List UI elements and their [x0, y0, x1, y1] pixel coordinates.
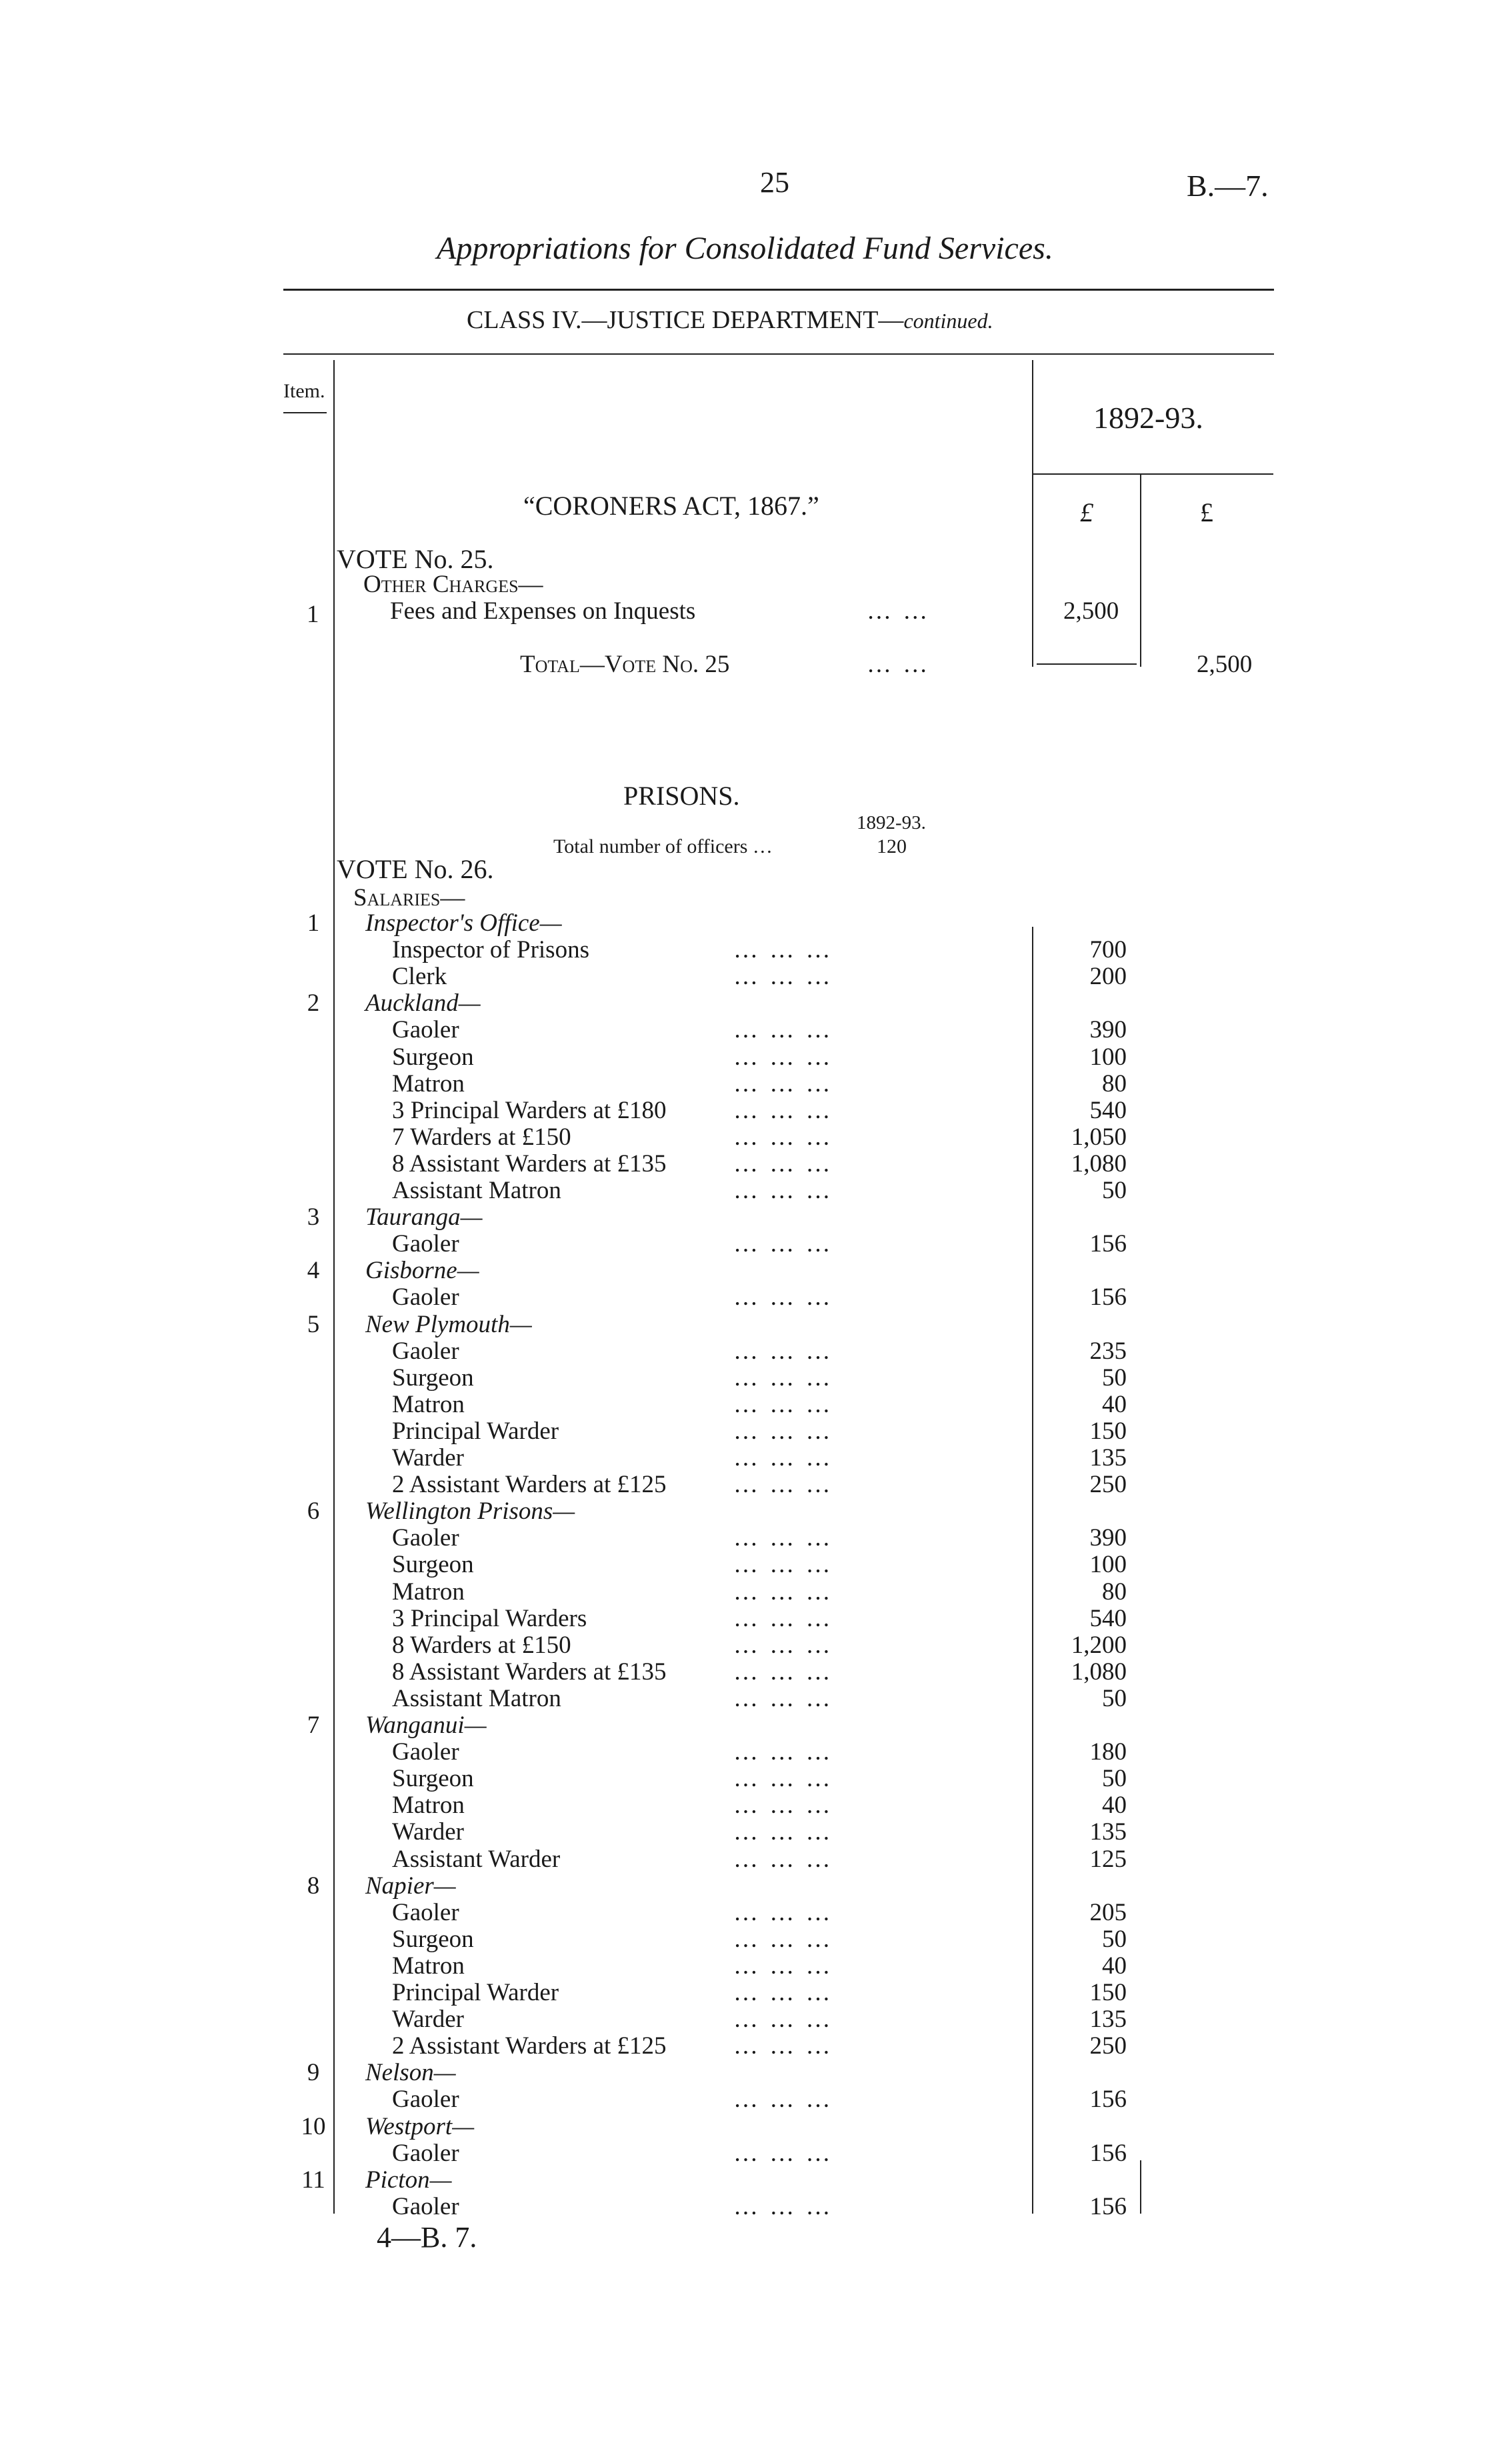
officers-count: 120: [877, 835, 907, 857]
amount-cell: 156: [1089, 2140, 1127, 2167]
item-number: 4: [307, 1257, 320, 1284]
item-number: 6: [307, 1498, 320, 1525]
dot-leader: … … …: [733, 936, 833, 963]
amount-cell: 40: [1102, 1391, 1127, 1418]
amount-cell: 100: [1089, 1551, 1127, 1578]
position-label: Assistant Matron: [392, 1177, 561, 1204]
dot-leader: … … …: [733, 1284, 833, 1311]
class-heading-continued: continued.: [903, 309, 993, 333]
coroners-total-label: Total—Vote No. 25: [520, 651, 730, 678]
amount-cell: 125: [1089, 1846, 1127, 1873]
position-label: Assistant Matron: [392, 1685, 561, 1712]
table-row: [0, 1819, 1512, 1846]
table-row: [0, 1606, 1512, 1632]
dot-leader: … … …: [733, 1658, 833, 1686]
prison-location-row: [0, 1873, 1512, 1900]
table-row: [0, 1472, 1512, 1498]
table-row: [0, 2006, 1512, 2033]
amount-cell: 40: [1102, 1952, 1127, 1980]
coroners-item-leader: … …: [867, 597, 931, 625]
location-heading: Inspector's Office—: [365, 909, 562, 937]
position-label: Surgeon: [392, 1765, 474, 1792]
position-label: Matron: [392, 1391, 465, 1418]
dot-leader: … … …: [733, 1230, 833, 1258]
amount-cell: 135: [1089, 1444, 1127, 1472]
page-title: Appropriations for Consolidated Fund Services.: [437, 231, 1053, 266]
amount-cell: 156: [1089, 2086, 1127, 2113]
position-label: Gaoler: [392, 1016, 459, 1043]
year-column-header: 1892-93.: [1093, 401, 1203, 435]
prison-location-row: [0, 2114, 1512, 2140]
item-number: 1: [307, 909, 320, 937]
item-number: 10: [301, 2113, 326, 2140]
amount-cell: 250: [1089, 2032, 1127, 2060]
amount-cell: 100: [1089, 1043, 1127, 1071]
item-number: 11: [301, 2166, 325, 2194]
dot-leader: … … …: [733, 1524, 833, 1552]
table-row: [0, 1632, 1512, 1659]
location-heading: Gisborne—: [365, 1257, 479, 1284]
table-row: [0, 963, 1512, 990]
location-heading: Wellington Prisons—: [365, 1498, 575, 1525]
document-reference: B.—7.: [1187, 169, 1269, 203]
table-row: [0, 2033, 1512, 2060]
table-row: [0, 2086, 1512, 2113]
amount-cell: 50: [1102, 1765, 1127, 1792]
prisons-heading: PRISONS.: [623, 781, 740, 811]
amount-cell: 50: [1102, 1177, 1127, 1204]
item-column-header: Item.: [283, 380, 325, 402]
location-heading: Auckland—: [365, 989, 481, 1017]
table-row: [0, 1926, 1512, 1953]
table-row: [0, 1151, 1512, 1177]
amount-cell: 180: [1089, 1738, 1127, 1766]
item-number: 5: [307, 1311, 320, 1338]
pound-column-header-1: £: [1080, 497, 1093, 527]
coroners-vote: VOTE No. 25.: [337, 544, 494, 574]
dot-leader: … … …: [733, 1551, 833, 1578]
dot-leader: … … …: [733, 1632, 833, 1659]
position-label: Gaoler: [392, 1899, 459, 1926]
table-row: [0, 2140, 1512, 2167]
table-row: [0, 1900, 1512, 1926]
table-row: [0, 1980, 1512, 2006]
dot-leader: … … …: [733, 1097, 833, 1124]
amount-cell: 200: [1089, 963, 1127, 990]
position-label: Gaoler: [392, 1284, 459, 1311]
position-label: 3 Principal Warders at £180: [392, 1097, 667, 1124]
table-row: [0, 1846, 1512, 1873]
table-row: [0, 1739, 1512, 1766]
dot-leader: … … …: [733, 1391, 833, 1418]
prison-location-row: [0, 2167, 1512, 2194]
prison-location-row: [0, 1312, 1512, 1338]
dot-leader: … … …: [733, 1471, 833, 1498]
position-label: 8 Assistant Warders at £135: [392, 1658, 667, 1686]
table-row: [0, 1552, 1512, 1578]
position-label: Matron: [392, 1070, 465, 1097]
amount-cell: 80: [1102, 1070, 1127, 1097]
table-row: [0, 1231, 1512, 1258]
table-row: [0, 1445, 1512, 1472]
dot-leader: … … …: [733, 1364, 833, 1392]
location-heading: Napier—: [365, 1872, 456, 1900]
coroners-total-rule: [1037, 663, 1137, 665]
table-row: [0, 1579, 1512, 1606]
amount-cell: 150: [1089, 1418, 1127, 1445]
dot-leader: … … …: [733, 1177, 833, 1204]
officers-year: 1892-93.: [857, 812, 926, 833]
dot-leader: … … …: [733, 1792, 833, 1819]
position-label: Surgeon: [392, 1551, 474, 1578]
dot-leader: … … …: [733, 963, 833, 990]
table-row: [0, 1953, 1512, 1980]
table-row: [0, 1766, 1512, 1792]
coroners-item-label: Fees and Expenses on Inquests: [390, 597, 696, 625]
dot-leader: … … …: [733, 1738, 833, 1766]
page-number: 25: [760, 166, 789, 199]
amount-cell: 135: [1089, 2006, 1127, 2033]
position-label: Gaoler: [392, 1738, 459, 1766]
position-label: 7 Warders at £150: [392, 1123, 571, 1151]
position-label: Gaoler: [392, 2086, 459, 2113]
prisons-vote: VOTE No. 26.: [337, 854, 494, 884]
table-row: [0, 1392, 1512, 1418]
item-number: 9: [307, 2059, 320, 2086]
position-label: Gaoler: [392, 1230, 459, 1258]
position-label: 3 Principal Warders: [392, 1605, 587, 1632]
amount-cell: 1,050: [1071, 1123, 1127, 1151]
dot-leader: … … …: [733, 2193, 833, 2220]
item-number: 3: [307, 1203, 320, 1231]
amount-cell: 390: [1089, 1524, 1127, 1552]
location-heading: Picton—: [365, 2166, 452, 2194]
table-row: [0, 1017, 1512, 1043]
item-number: 2: [307, 989, 320, 1017]
amount-cell: 156: [1089, 2193, 1127, 2220]
amount-cell: 1,080: [1071, 1658, 1127, 1686]
location-heading: New Plymouth—: [365, 1311, 532, 1338]
position-label: 8 Assistant Warders at £135: [392, 1150, 667, 1177]
item-number: 7: [307, 1712, 320, 1739]
dot-leader: … … …: [733, 1952, 833, 1980]
table-row: [0, 1659, 1512, 1686]
location-heading: Wanganui—: [365, 1712, 487, 1739]
item-number: 8: [307, 1872, 320, 1900]
position-label: Surgeon: [392, 1043, 474, 1071]
location-heading: Westport—: [365, 2113, 475, 2140]
amount-cell: 150: [1089, 1979, 1127, 2006]
position-label: Gaoler: [392, 1524, 459, 1552]
dot-leader: … … …: [733, 1578, 833, 1606]
prison-location-row: [0, 990, 1512, 1017]
position-label: Warder: [392, 1444, 464, 1472]
position-label: Principal Warder: [392, 1418, 559, 1445]
coroners-total-leader: … …: [867, 651, 931, 678]
coroners-item-amount: 2,500: [1063, 597, 1119, 625]
dot-leader: … … …: [733, 1765, 833, 1792]
dot-leader: … … …: [733, 1418, 833, 1445]
amount-cell: 40: [1102, 1792, 1127, 1819]
pound-column-header-2: £: [1200, 497, 1213, 527]
top-rule: [283, 289, 1274, 291]
table-row: [0, 1124, 1512, 1151]
table-row: [0, 1525, 1512, 1552]
amount-column-rule-mid: [1140, 475, 1141, 667]
table-row: [0, 1418, 1512, 1445]
amount-cell: 250: [1089, 1471, 1127, 1498]
coroners-subheading: Other Charges—: [363, 571, 543, 598]
position-label: Clerk: [392, 963, 447, 990]
dot-leader: … … …: [733, 1685, 833, 1712]
amount-cell: 540: [1089, 1097, 1127, 1124]
dot-leader: … … …: [733, 1070, 833, 1097]
amount-cell: 235: [1089, 1338, 1127, 1365]
dot-leader: … … …: [733, 1123, 833, 1151]
position-label: Gaoler: [392, 2193, 459, 2220]
amount-cell: 80: [1102, 1578, 1127, 1606]
second-rule: [283, 353, 1274, 355]
amount-cell: 50: [1102, 1926, 1127, 1953]
amount-cell: 1,080: [1071, 1150, 1127, 1177]
amount-cell: 540: [1089, 1605, 1127, 1632]
table-row: [0, 937, 1512, 963]
prison-location-row: [0, 910, 1512, 937]
position-label: Warder: [392, 1818, 464, 1846]
dot-leader: … … …: [733, 2140, 833, 2167]
prison-location-row: [0, 1258, 1512, 1284]
table-row: [0, 1177, 1512, 1204]
prisons-subheading: Salaries—: [353, 884, 465, 911]
location-heading: Tauranga—: [365, 1203, 483, 1231]
dot-leader: … … …: [733, 1043, 833, 1071]
position-label: Gaoler: [392, 2140, 459, 2167]
dot-leader: … … …: [733, 2006, 833, 2033]
dot-leader: … … …: [733, 2032, 833, 2060]
dot-leader: … … …: [733, 1016, 833, 1043]
dot-leader: … … …: [733, 1979, 833, 2006]
dot-leader: … … …: [733, 1899, 833, 1926]
dot-leader: … … …: [733, 2086, 833, 2113]
coroners-item-number: 1: [307, 601, 319, 628]
position-label: 2 Assistant Warders at £125: [392, 1471, 667, 1498]
table-row: [0, 1097, 1512, 1124]
table-row: [0, 1365, 1512, 1392]
position-label: Matron: [392, 1792, 465, 1819]
prison-location-row: [0, 1204, 1512, 1231]
position-label: 2 Assistant Warders at £125: [392, 2032, 667, 2060]
officers-label-text: Total number of officers: [553, 835, 748, 857]
prison-location-row: [0, 2060, 1512, 2086]
table-row: [0, 1044, 1512, 1071]
amount-column-rule-left: [1032, 360, 1033, 667]
table-row: [0, 1338, 1512, 1365]
amount-cell: 50: [1102, 1685, 1127, 1712]
amount-cell: 156: [1089, 1284, 1127, 1311]
amount-cell: 156: [1089, 1230, 1127, 1258]
officers-label: [553, 835, 773, 858]
position-label: Warder: [392, 2006, 464, 2033]
position-label: Gaoler: [392, 1338, 459, 1365]
position-label: Matron: [392, 1952, 465, 1980]
table-row: [0, 1071, 1512, 1097]
position-label: Surgeon: [392, 1926, 474, 1953]
position-label: Principal Warder: [392, 1979, 559, 2006]
dot-leader: … … …: [733, 1338, 833, 1365]
item-header-underline: [283, 412, 327, 413]
signature-mark: 4—B. 7.: [377, 2221, 477, 2254]
year-header-rule: [1033, 473, 1273, 475]
location-heading: Nelson—: [365, 2059, 456, 2086]
position-label: Surgeon: [392, 1364, 474, 1392]
dot-leader: … … …: [733, 1605, 833, 1632]
position-label: Inspector of Prisons: [392, 936, 589, 963]
prison-location-row: [0, 1712, 1512, 1739]
dot-leader: … … …: [733, 1818, 833, 1846]
officers-leader: …: [752, 835, 773, 857]
table-row: [0, 1792, 1512, 1819]
position-label: Matron: [392, 1578, 465, 1606]
class-heading: [467, 305, 993, 335]
amount-cell: 135: [1089, 1818, 1127, 1846]
table-row: [0, 2194, 1512, 2220]
amount-cell: 700: [1089, 936, 1127, 963]
position-label: Assistant Warder: [392, 1846, 561, 1873]
position-label: 8 Warders at £150: [392, 1632, 571, 1659]
prison-location-row: [0, 1498, 1512, 1525]
coroners-heading: “CORONERS ACT, 1867.”: [523, 491, 819, 521]
amount-cell: 205: [1089, 1899, 1127, 1926]
table-row: [0, 1284, 1512, 1311]
dot-leader: … … …: [733, 1846, 833, 1873]
dot-leader: … … …: [733, 1150, 833, 1177]
amount-cell: 390: [1089, 1016, 1127, 1043]
table-row: [0, 1686, 1512, 1712]
amount-cell: 50: [1102, 1364, 1127, 1392]
class-heading-main: CLASS IV.—JUSTICE DEPARTMENT—: [467, 306, 904, 334]
coroners-total-amount: 2,500: [1197, 651, 1253, 678]
dot-leader: … … …: [733, 1926, 833, 1953]
dot-leader: … … …: [733, 1444, 833, 1472]
amount-cell: 1,200: [1071, 1632, 1127, 1659]
